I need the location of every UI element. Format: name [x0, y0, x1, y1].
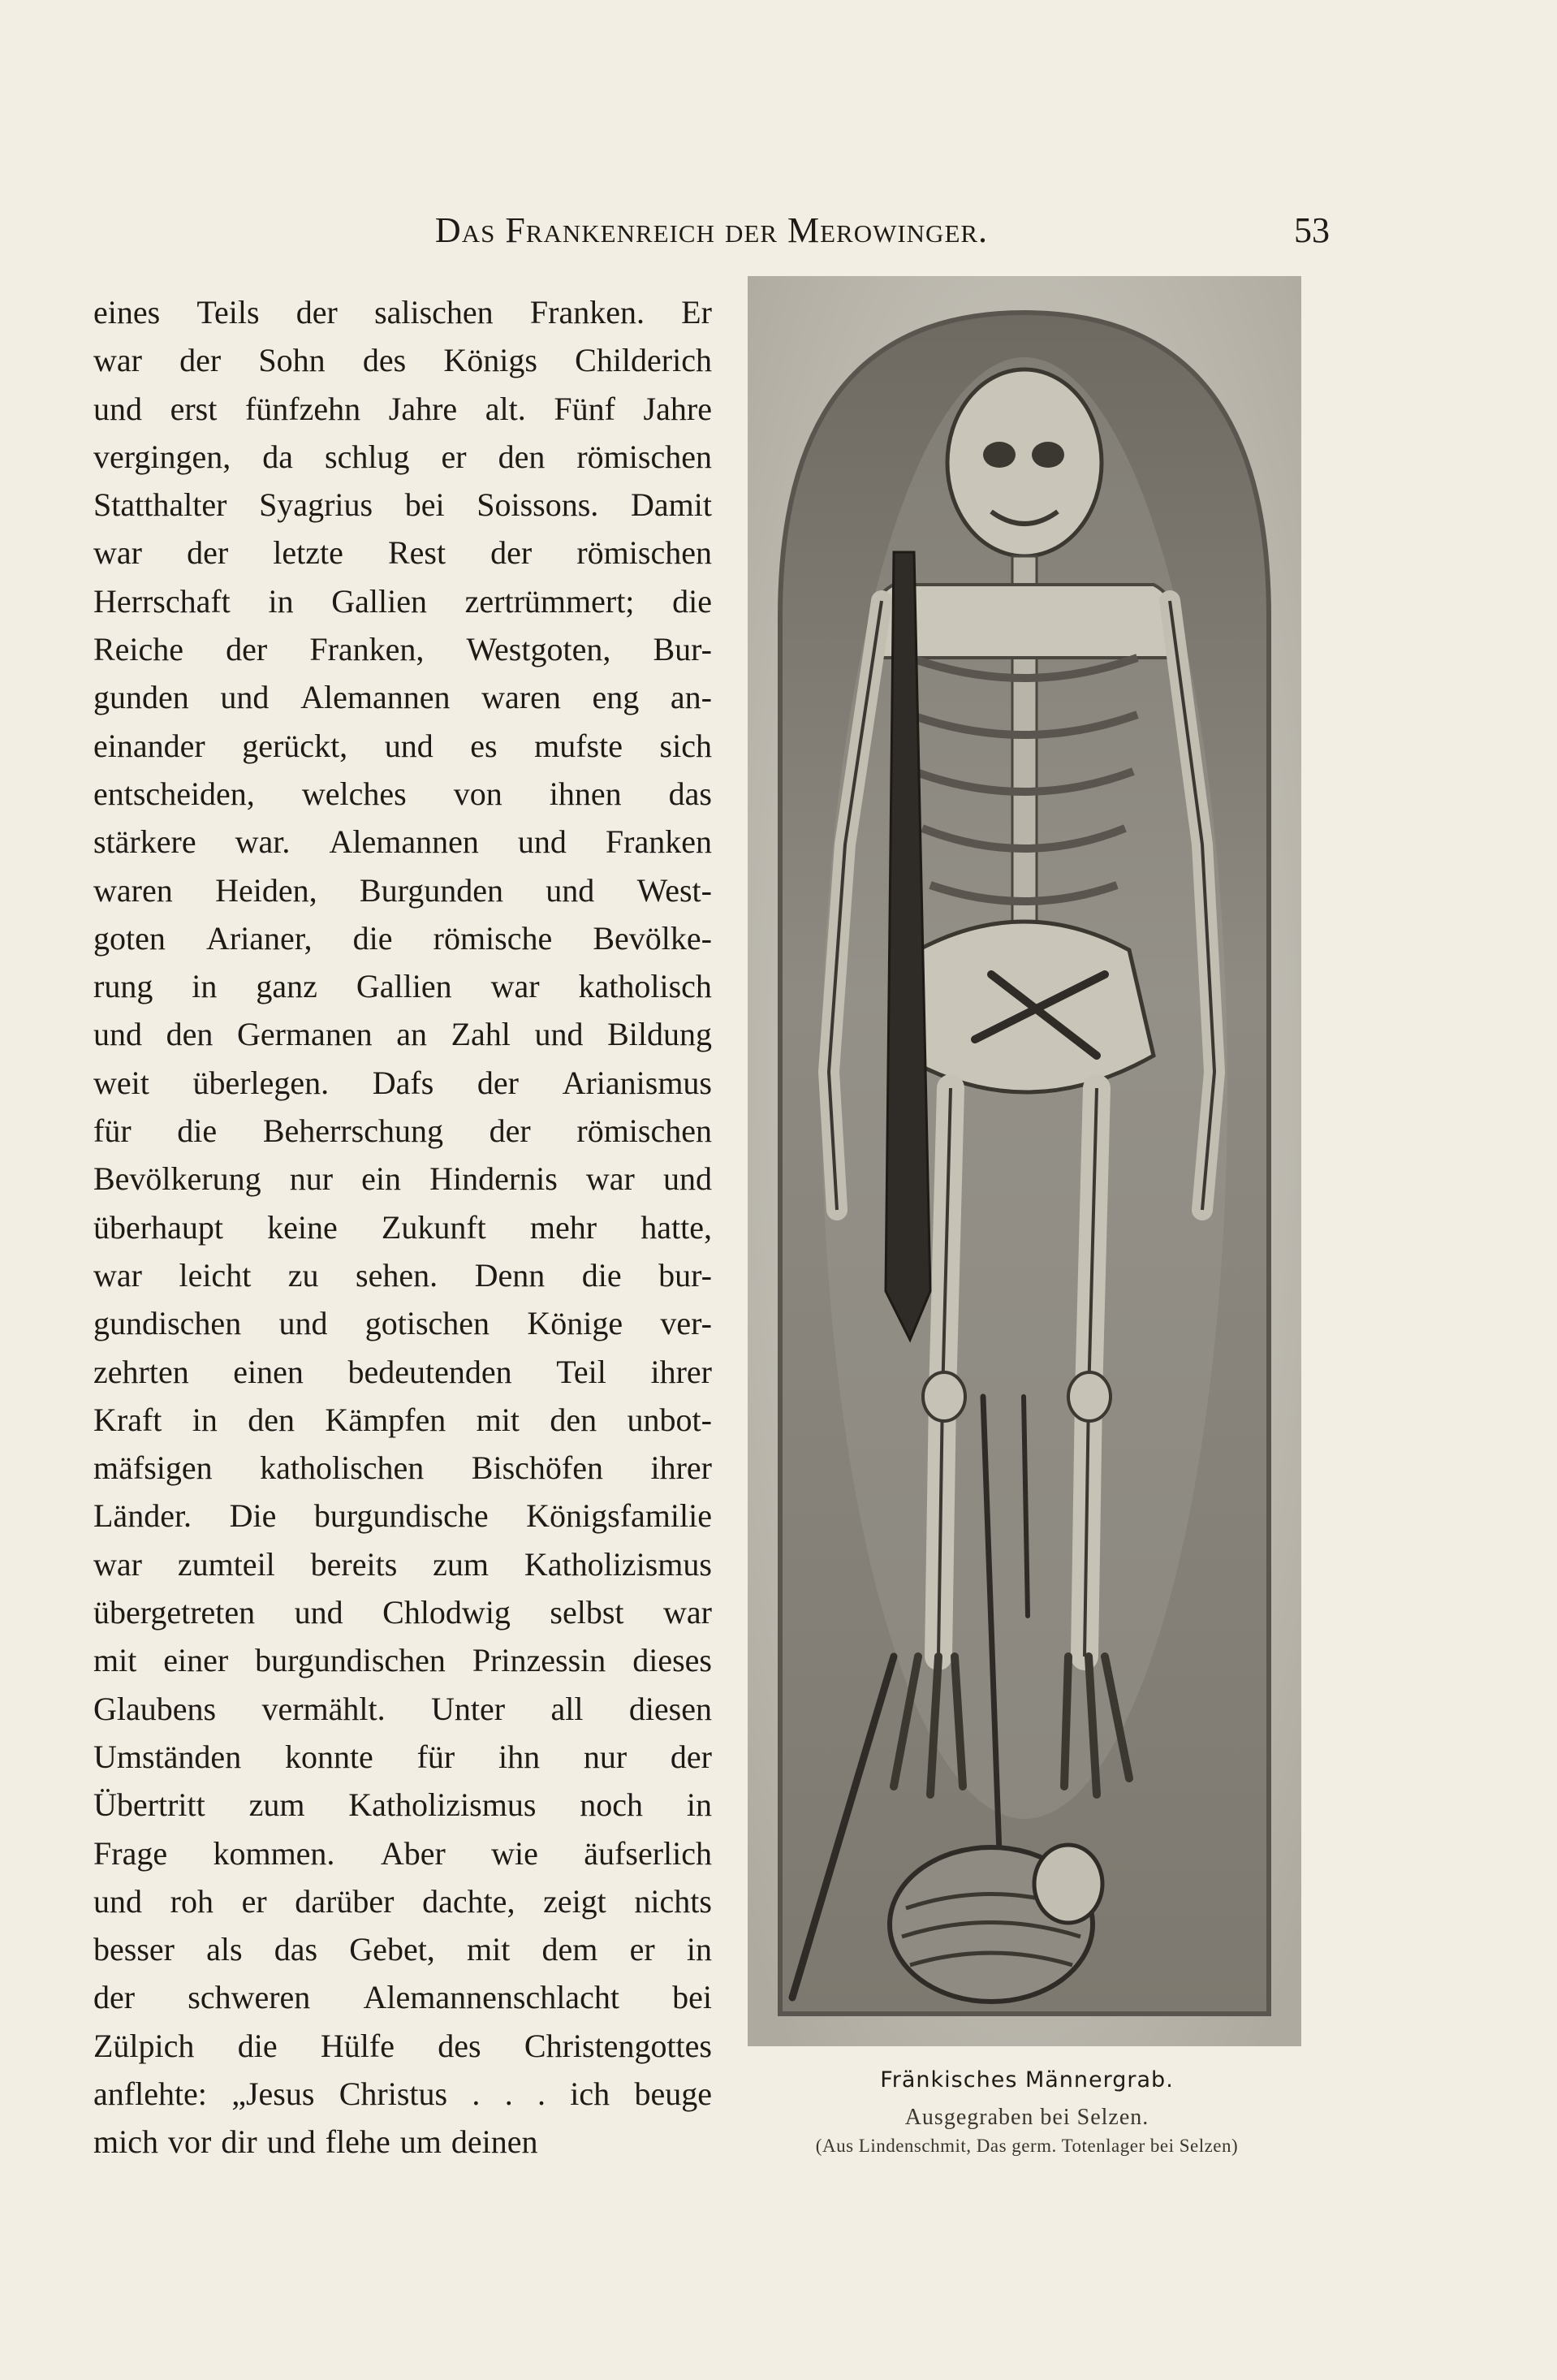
- text-line: Bevölkerung nur ein Hindernis war und: [93, 1160, 712, 1198]
- text-line: Frage kommen. Aber wie äufserlich: [93, 1834, 712, 1872]
- text-line: mich vor dir und flehe um deinen: [93, 2123, 538, 2161]
- text-line: war leicht zu sehen. Denn die bur-: [93, 1256, 712, 1294]
- grave-photograph: [748, 276, 1301, 2046]
- text-line: Zülpich die Hülfe des Christengottes: [93, 2027, 712, 2064]
- text-line: vergingen, da schlug er den römischen: [93, 438, 712, 475]
- text-line: Herrschaft in Gallien zertrümmert; die: [93, 582, 712, 620]
- text-line: besser als das Gebet, mit dem er in: [93, 1931, 712, 1968]
- text-line: weit überlegen. Dafs der Arianismus: [93, 1064, 712, 1101]
- figure-caption-subtitle: Ausgegraben bei Selzen.: [904, 2105, 1149, 2130]
- text-line: zehrten einen bedeutenden Teil ihrer: [93, 1353, 712, 1390]
- text-line: eines Teils der salischen Franken. Er: [93, 294, 712, 330]
- text-line: mit einer burgundischen Prinzessin dieses: [93, 1642, 712, 1679]
- text-line: und den Germanen an Zahl und Bildung: [93, 1016, 712, 1053]
- text-line: überhaupt keine Zukunft mehr hatte,: [93, 1208, 712, 1246]
- text-line: Statthalter Syagrius bei Soissons. Damit: [93, 486, 712, 524]
- text-line: war zumteil bereits zum Katholizismus: [93, 1545, 712, 1583]
- page-number: 53: [1294, 210, 1330, 250]
- text-line: Reiche der Franken, Westgoten, Bur-: [93, 631, 712, 668]
- text-line: stärkere war. Alemannen und Franken: [93, 823, 712, 861]
- text-line: rung in ganz Gallien war katholisch: [93, 968, 712, 1005]
- text-line: übergetreten und Chlodwig selbst war: [93, 1594, 712, 1631]
- text-line: einander gerückt, und es mufste sich: [93, 727, 712, 764]
- page-header: [93, 209, 1330, 258]
- text-line: war der letzte Rest der römischen: [93, 534, 712, 572]
- text-line: Umständen konnte für ihn nur der: [93, 1738, 712, 1775]
- text-line: für die Beherrschung der römischen: [93, 1112, 712, 1150]
- text-line: gunden und Alemannen waren eng an-: [93, 679, 712, 716]
- skeleton-grave-illustration: [748, 276, 1301, 2046]
- text-line: und roh er darüber dachte, zeigt nichts: [93, 1882, 712, 1920]
- text-line: Kraft in den Kämpfen mit den unbot-: [93, 1401, 712, 1438]
- text-line: mäfsigen katholischen Bischöfen ihrer: [93, 1449, 712, 1487]
- text-line: Übertritt zum Katholizismus noch in: [93, 1786, 712, 1824]
- text-line: waren Heiden, Burgunden und West-: [93, 871, 712, 909]
- text-line: der schweren Alemannenschlacht bei: [93, 1979, 712, 2016]
- text-line: und erst fünfzehn Jahre alt. Fünf Jahre: [93, 390, 712, 427]
- text-line: Glaubens vermählt. Unter all diesen: [93, 1690, 712, 1727]
- running-title: Das Frankenreich der Merowinger.: [434, 210, 989, 250]
- figure-caption-title: Fränkisches Männergrab.: [880, 2067, 1174, 2093]
- body-text: [93, 288, 712, 2166]
- figure-caption-source: (Aus Lindenschmit, Das germ. Totenlager bei Selzen): [815, 2136, 1239, 2156]
- text-line: anflehte: „Jesus Christus . . . ich beuge: [93, 2075, 712, 2112]
- text-line: goten Arianer, die römische Bevölke-: [93, 919, 712, 957]
- text-line: entscheiden, welches von ihnen das: [93, 775, 712, 812]
- text-line: gundischen und gotischen Könige ver-: [93, 1305, 712, 1342]
- text-line: Länder. Die burgundische Königsfamilie: [93, 1497, 712, 1535]
- text-line: war der Sohn des Königs Childerich: [93, 342, 712, 379]
